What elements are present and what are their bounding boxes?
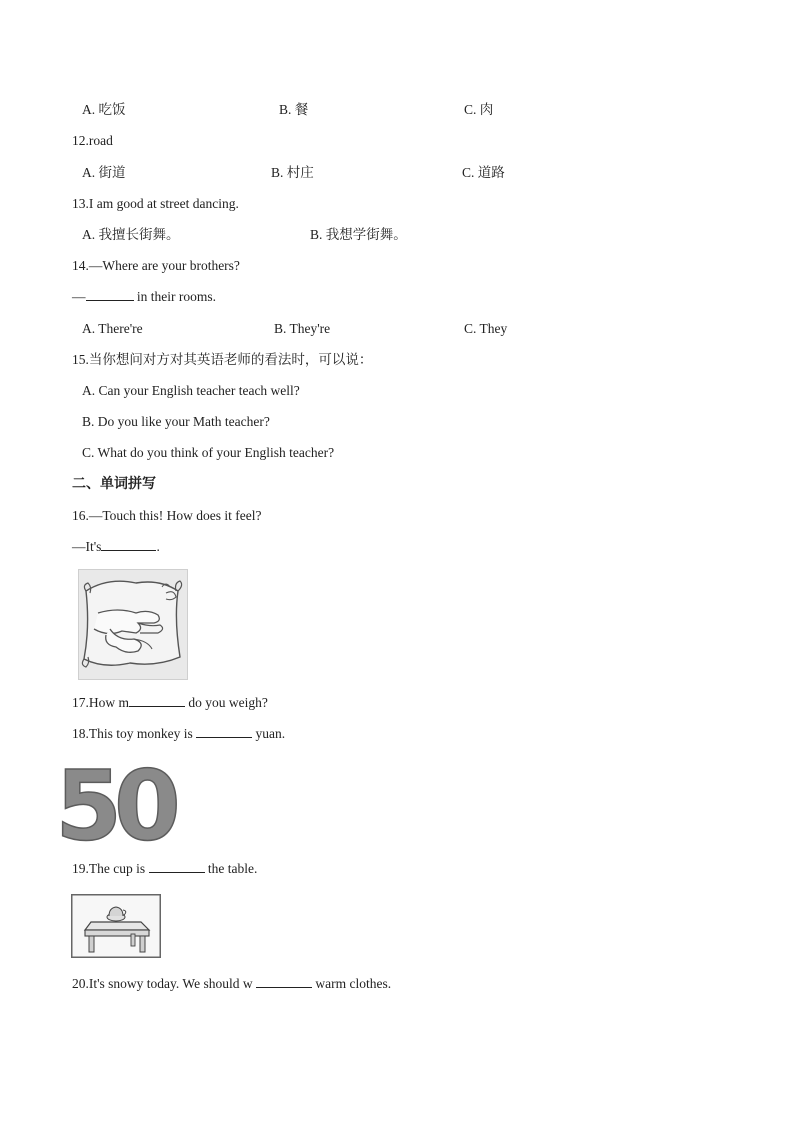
q18-prefix: 18.This toy monkey is [72,726,197,741]
q13-option-b: B. 我想学街舞。 [310,227,407,242]
q20-prefix: 20.It's snowy today. We should w [72,976,256,991]
q16-answer-prefix: —It's [72,539,102,554]
q16-stem: 16.—Touch this! How does it feel? [72,508,262,523]
q14-option-c: C. They [464,321,508,336]
q18-blank [196,725,252,738]
q19-prefix: 19.The cup is [72,861,149,876]
pillow-hand-image [78,569,188,680]
q12-option-b: B. 村庄 [271,165,314,180]
q12-option-c: C. 道路 [462,165,505,180]
q14-answer-suffix: in their rooms. [133,289,216,304]
q14-answer-prefix: — [72,289,86,304]
q14-stem: 14.—Where are your brothers? [72,258,240,273]
q17-suffix: do you weigh? [185,695,268,710]
price-number: 50 [55,750,173,862]
q20-line [72,975,391,993]
q11-option-b: B. 餐 [279,102,309,117]
q20-blank [256,975,312,988]
q16-blank [101,538,156,551]
q13-stem: 13.I am good at street dancing. [72,196,239,211]
q14-blank [86,288,134,301]
q17-prefix: 17.How m [72,695,129,710]
q13-option-a: A. 我擅长街舞。 [82,227,180,242]
q15-option-a: A. Can your English teacher teach well? [82,383,300,398]
q17-blank [129,694,185,707]
q11-option-a: A. 吃饭 [82,102,126,117]
q11-option-c: C. 肉 [464,102,494,117]
q19-blank [149,860,205,873]
q15-stem: 15.当你想问对方对其英语老师的看法时，可以说： [72,352,373,367]
q12-option-a: A. 街道 [82,165,126,180]
q17-line [72,694,268,712]
q15-option-b: B. Do you like your Math teacher? [82,414,270,429]
q16-answer-line [72,538,160,556]
section-title: 二、单词拼写 [72,476,156,492]
q20-suffix: warm clothes. [311,976,392,991]
q19-line [72,860,257,878]
cup-on-table-image [71,894,161,958]
q16-answer-suffix: . [156,539,160,554]
q12-stem: 12.road [72,133,113,148]
q14-option-b: B. They're [274,321,331,336]
q14-answer-line [72,288,216,306]
q14-option-a: A. There're [82,321,143,336]
q18-line [72,725,285,743]
price-fifty-image [55,750,173,862]
q18-suffix: yuan. [252,726,286,741]
q19-suffix: the table. [204,861,258,876]
q15-option-c: C. What do you think of your English teacher? [82,445,335,460]
